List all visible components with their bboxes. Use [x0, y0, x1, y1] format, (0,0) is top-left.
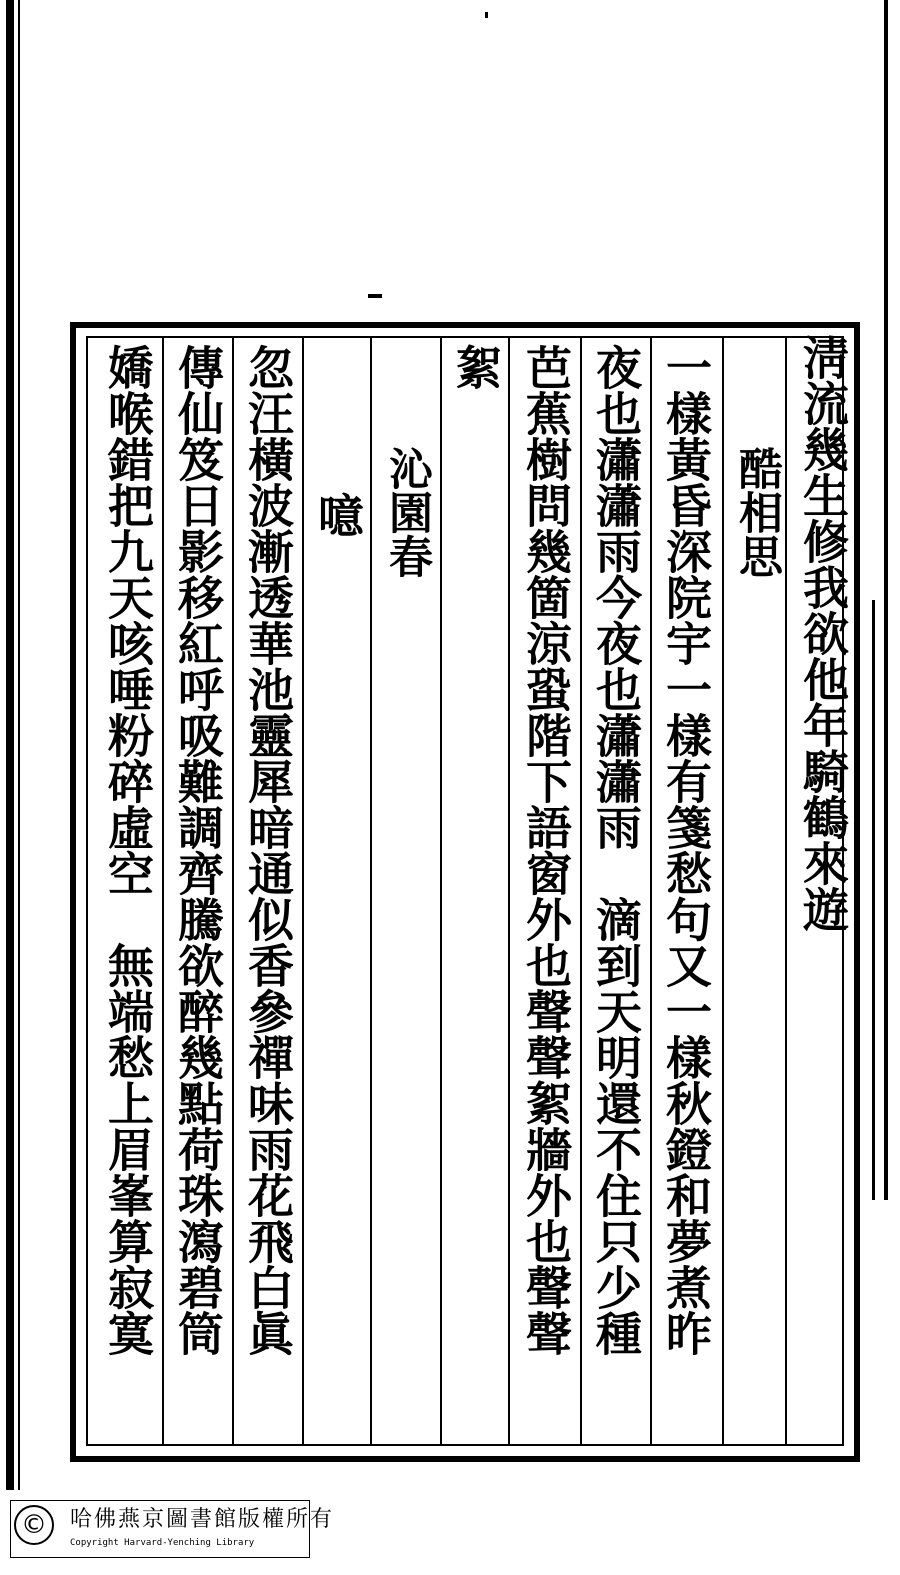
speck — [485, 12, 488, 18]
column-rule — [370, 338, 372, 1444]
column-rule — [232, 338, 234, 1444]
text-column-5: 芭蕉樹問幾箇涼蛩階下語窗外也聲聲絮牆外也聲聲 — [519, 344, 573, 1356]
page-edge-left — [6, 0, 14, 1490]
text-column-8: 噫 — [311, 492, 365, 538]
copyright-english: Copyright Harvard-Yenching Library — [70, 1538, 255, 1548]
copyright-icon: © — [14, 1505, 54, 1545]
column-rule — [650, 338, 652, 1444]
text-column-3: 一樣黃昏深院宇一樣有箋愁句又一樣秋鐙和夢煮昨 — [659, 344, 713, 1356]
text-column-9: 忽汪橫波漸透華池靈犀暗通似香參禪味雨花飛白眞 — [241, 344, 295, 1356]
copyright-chinese: 哈佛燕京圖書館版權所有 — [70, 1507, 335, 1532]
text-column-10: 傳仙笈日影移紅呼吸難調齊騰欲醉幾點荷珠瀉碧筒 — [171, 344, 225, 1356]
page-edge-right — [884, 0, 888, 1200]
text-column-4: 夜也瀟瀟雨今夜也瀟瀟雨 滴到天明還不住只少種 — [589, 344, 643, 1356]
column-rule — [302, 338, 304, 1444]
poem-title-qinyuanchun: 沁園春 — [381, 446, 432, 578]
column-rule — [580, 338, 582, 1444]
column-rule — [722, 338, 724, 1444]
column-rule — [508, 338, 510, 1444]
page-edge-left-line — [18, 0, 20, 1490]
column-rule — [785, 338, 787, 1444]
column-rule — [440, 338, 442, 1444]
text-column-1: 淸流幾生修我欲他年騎鶴來遊 — [796, 334, 850, 932]
text-column-6: 絮 — [449, 344, 503, 390]
speck — [368, 294, 382, 298]
poem-title-kuxiangsi: 酷相思 — [731, 446, 782, 578]
page-edge-right-line — [872, 600, 875, 1200]
column-rule — [162, 338, 164, 1444]
text-column-11: 嬌喉錯把九天咳唾粉碎虛空 無端愁上眉峯算寂寞 — [101, 344, 155, 1356]
